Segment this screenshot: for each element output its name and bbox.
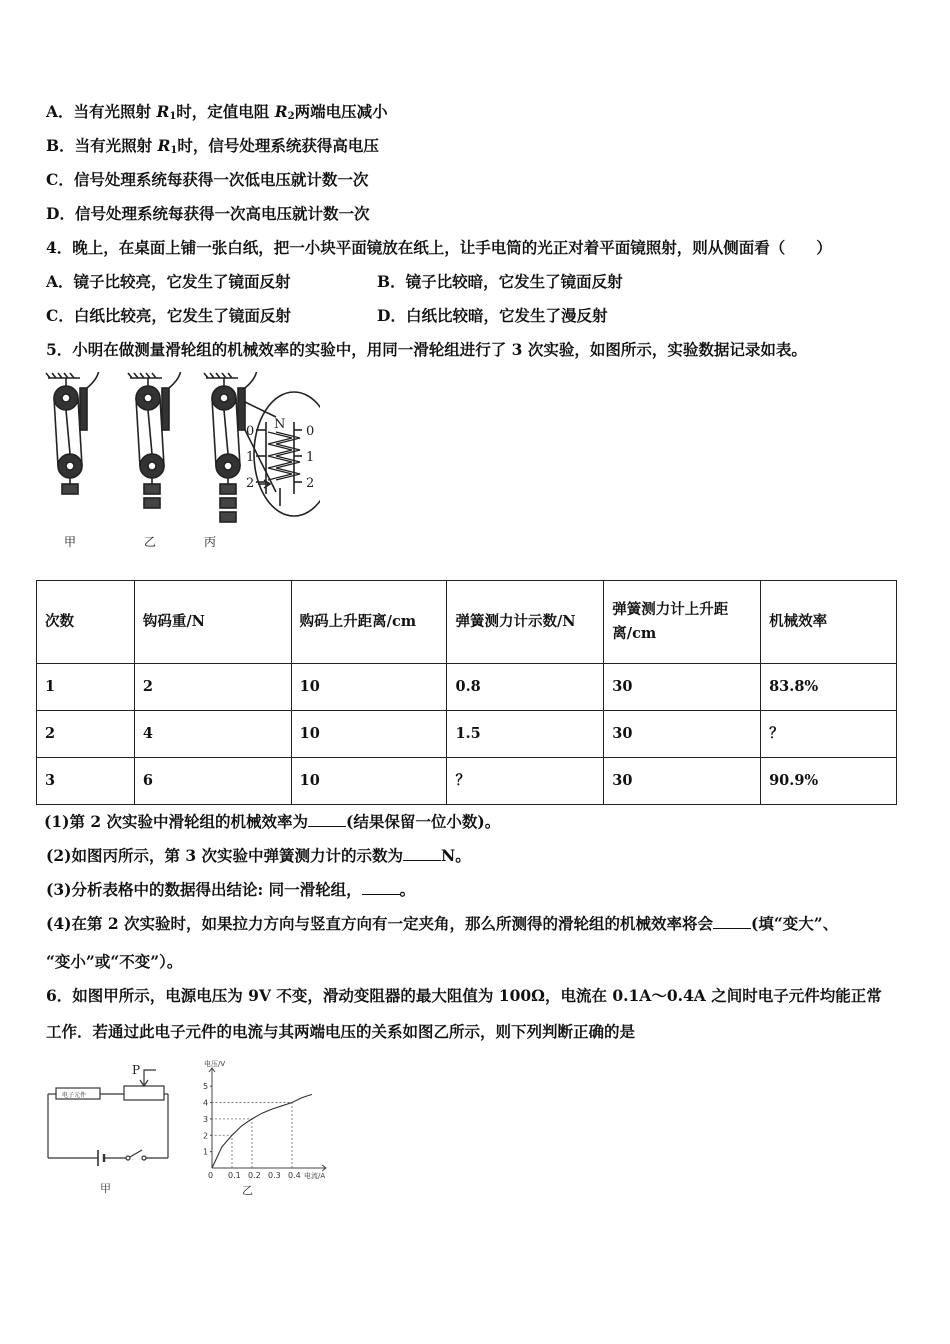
chart-x-tick: 0.2 xyxy=(248,1171,261,1180)
question-5-stem: 5．小明在做测量滑轮组的机械效率的实验中，用同一滑轮组进行了 3 次实验，如图所示，实验数据记录如表。 xyxy=(46,340,807,359)
circuit-diagram xyxy=(42,1060,182,1200)
table-cell: 10 xyxy=(291,664,447,711)
subquestion-3: (3)分析表格中的数据得出结论: 同一滑轮组， 。 xyxy=(46,880,416,899)
answer-blank[interactable] xyxy=(403,846,441,861)
rheostat xyxy=(124,1086,164,1100)
chart-y-tick: 2 xyxy=(203,1131,209,1141)
scale-mark-1-left: 1 xyxy=(246,450,255,465)
table-cell: 10 xyxy=(291,758,447,805)
chart-guide-line xyxy=(212,1135,232,1168)
answer-blank[interactable] xyxy=(713,914,751,929)
experiment-table xyxy=(36,580,897,805)
fig-label-jia: 甲 xyxy=(64,535,77,549)
question-6-line2: 工作．若通过此电子元件的电流与其两端电压的关系如图乙所示，则下列判断正确的是 xyxy=(46,1022,636,1041)
table-header-row xyxy=(37,581,897,664)
chart-x-tick: 0 xyxy=(208,1171,214,1180)
table-row xyxy=(37,758,897,805)
table-row xyxy=(37,664,897,711)
table-cell: 2 xyxy=(37,711,135,758)
table-cell: 2 xyxy=(134,664,291,711)
pulley-setup-yi xyxy=(128,372,181,508)
fig-label-bing: 丙 xyxy=(204,535,217,549)
table-cell: 83.8% xyxy=(761,664,897,711)
chart-y-tick: 1 xyxy=(203,1147,209,1157)
table-cell: 10 xyxy=(291,711,447,758)
element-label: 电子元件 xyxy=(62,1092,87,1099)
chart-y-tick: 4 xyxy=(203,1098,209,1108)
chart-series-line xyxy=(212,1094,312,1168)
table-header-cell: 机械效率 xyxy=(761,581,897,664)
scale-mark-2-left: 2 xyxy=(246,476,255,491)
chart-ylabel: 电压/V xyxy=(204,1060,226,1068)
option-4d: D．白纸比较暗，它发生了漫反射 xyxy=(377,306,608,325)
table-cell: 3 xyxy=(37,758,135,805)
scale-unit: N xyxy=(274,417,286,432)
circuit-caption: 甲 xyxy=(100,1182,111,1195)
scale-mark-1-right: 1 xyxy=(306,450,315,465)
option-4b: B．镜子比较暗，它发生了镜面反射 xyxy=(377,272,623,291)
table-header-cell: 弹簧测力计示数/N xyxy=(447,581,604,664)
scale-mark-0-left: 0 xyxy=(246,424,255,439)
table-cell: 0.8 xyxy=(447,664,604,711)
subquestion-1: (1)第 2 次实验中滑轮组的机械效率为 (结果保留一位小数)。 xyxy=(44,812,501,831)
fig-label-yi: 乙 xyxy=(144,535,157,549)
chart-xlabel: 电流/A xyxy=(304,1172,326,1180)
pulley-figure xyxy=(40,372,320,557)
subquestion-2: (2)如图丙所示，第 3 次实验中弹簧测力计的示数为 N。 xyxy=(46,846,471,865)
table-header-cell: 钩码重/N xyxy=(134,581,291,664)
table-cell: 30 xyxy=(604,664,761,711)
question-4-stem: 4．晚上，在桌面上铺一张白纸，把一小块平面镜放在纸上，让手电筒的光正对着平面镜照射，则从侧面看（ ） xyxy=(46,238,832,257)
chart-y-tick: 3 xyxy=(203,1114,209,1124)
scale-mark-0-right: 0 xyxy=(306,424,315,439)
subquestion-4-cont: “变小”或“不变”）。 xyxy=(46,952,183,971)
table-cell: 30 xyxy=(604,711,761,758)
option-3d: D．信号处理系统每获得一次高电压就计数一次 xyxy=(46,204,370,223)
option-3c: C．信号处理系统每获得一次低电压就计数一次 xyxy=(46,170,369,189)
table-row xyxy=(37,711,897,758)
table-cell: 6 xyxy=(134,758,291,805)
answer-blank[interactable] xyxy=(362,880,400,895)
slider-label: P xyxy=(132,1063,141,1077)
table-cell: 4 xyxy=(134,711,291,758)
pulley-setup-jia xyxy=(46,372,99,494)
chart-x-tick: 0.3 xyxy=(268,1171,281,1180)
option-4a: A．镜子比较亮，它发生了镜面反射 xyxy=(46,272,291,291)
option-4c: C．白纸比较亮，它发生了镜面反射 xyxy=(46,306,291,325)
option-3b: B．当有光照射 $R_1$时，信号处理系统获得高电压 xyxy=(46,136,379,156)
chart-x-tick: 0.4 xyxy=(288,1171,301,1180)
chart-x-tick: 0.1 xyxy=(228,1171,241,1180)
table-cell: 90.9% xyxy=(761,758,897,805)
table-cell: ？ xyxy=(447,758,604,805)
option-3a: A．当有光照射 $R_1$时，定值电阻 $R_2$两端电压减小 xyxy=(46,102,388,122)
table-cell: 1 xyxy=(37,664,135,711)
question-6-line1: 6．如图甲所示，电源电压为 9V 不变，滑动变阻器的最大阻值为 100Ω，电流在 0.1A～0.4A 之间时电子元件均能正常 xyxy=(46,986,882,1005)
table-cell: 1.5 xyxy=(447,711,604,758)
switch xyxy=(130,1150,142,1157)
table-cell: ？ xyxy=(761,711,897,758)
answer-blank[interactable] xyxy=(308,812,346,827)
voltage-current-chart xyxy=(190,1060,340,1200)
table-header-cell: 次数 xyxy=(37,581,135,664)
table-header-cell: 弹簧测力计上升距离/cm xyxy=(604,581,761,664)
chart-y-tick: 5 xyxy=(203,1082,209,1092)
chart-caption: 乙 xyxy=(242,1184,253,1197)
scale-mark-2-right: 2 xyxy=(306,476,315,491)
table-header-cell: 购码上升距离/cm xyxy=(291,581,447,664)
table-cell: 30 xyxy=(604,758,761,805)
subquestion-4: (4)在第 2 次实验时，如果拉力方向与竖直方向有一定夹角，那么所测得的滑轮组的机械效率将会 (填“变大”、 xyxy=(46,914,839,933)
